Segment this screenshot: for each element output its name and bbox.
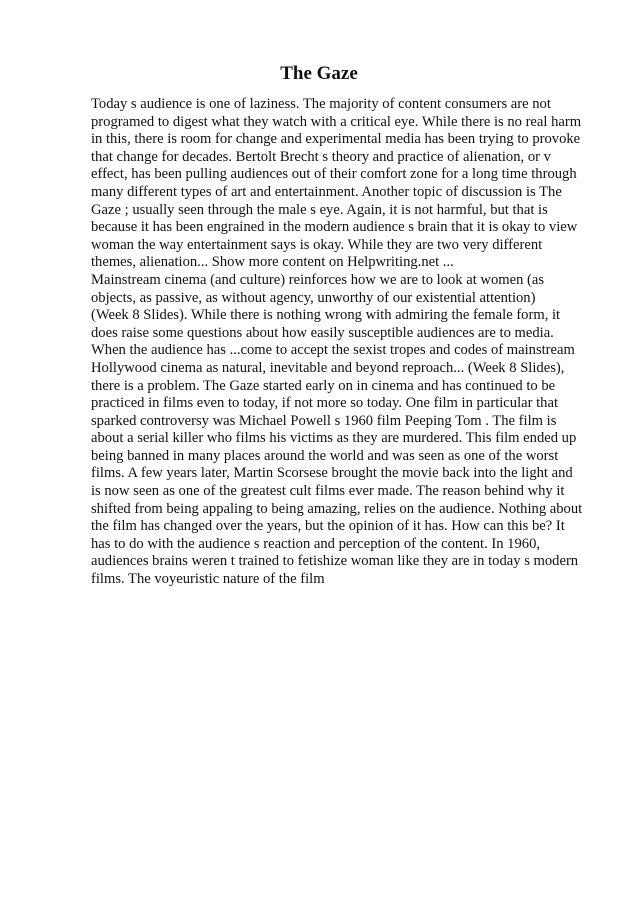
text-line: When the audience has ...come to accept the sexist tropes and codes of mainstream xyxy=(91,342,575,359)
text-line: Hollywood cinema as natural, inevitable and beyond reproach... (Week 8 Slides), xyxy=(91,359,565,376)
text-line: there is a problem. The Gaze started early on in cinema and has continued to be xyxy=(91,377,556,394)
text-line: has to do with the audience s reaction and perception of the content. In 1960, xyxy=(91,535,541,552)
text-line: Today s audience is one of laziness. The majority of content consumers are not xyxy=(91,96,551,112)
text-line: because it has been engrained in the modern audience s brain that it is okay to view xyxy=(91,219,578,236)
text-line: Gaze ; usually seen through the male s eye. Again, it is not harmful, but that is xyxy=(91,201,548,218)
text-line: themes, alienation... Show more content on Helpwriting.net ... xyxy=(91,254,454,271)
text-line: being banned in many places around the world and was seen as one of the worst xyxy=(91,447,559,464)
text-line: does raise some questions about how easily susceptible audiences are to media. xyxy=(91,324,554,341)
text-line: many different types of art and entertainment. Another topic of discussion is The xyxy=(91,183,562,200)
text-line: audiences brains weren t trained to fetishize woman like they are in today s modern xyxy=(91,553,579,570)
text-line: in this, there is room for change and experimental media has been trying to provoke xyxy=(91,131,581,148)
text-line: shifted from being appaling to being amazing, relies on the audience. Nothing about xyxy=(91,500,583,517)
text-line: (Week 8 Slides). While there is nothing wrong with admiring the female form, it xyxy=(91,307,561,324)
text-line: woman the way entertainment says is okay. While they are two very different xyxy=(91,236,543,253)
page-title: The Gaze xyxy=(280,63,358,84)
text-line: effect, has been pulling audiences out of their comfort zone for a long time through xyxy=(91,166,577,183)
text-line: is now seen as one of the greatest cult films ever made. The reason behind why it xyxy=(91,483,565,500)
text-line: sparked controversy was Michael Powell s 1960 film Peeping Tom . The film is xyxy=(91,412,557,429)
text-line: films. The voyeuristic nature of the film xyxy=(91,571,325,588)
text-line: programed to digest what they watch with a critical eye. While there is no real harm xyxy=(91,113,582,130)
text-line: practiced in films even to today, if not more so today. One film in particular that xyxy=(91,395,558,412)
text-line: about a serial killer who films his victims as they are murdered. This film ended up xyxy=(91,430,577,447)
text-line: that change for decades. Bertolt Brecht s theory and practice of alienation, or v xyxy=(91,148,551,165)
text-line: objects, as passive, as without agency, unworthy of our existential attention) xyxy=(91,289,536,306)
text-line: Mainstream cinema (and culture) reinforces how we are to look at women (as xyxy=(91,271,545,288)
document-body xyxy=(91,96,583,589)
text-line: films. A few years later, Martin Scorsese brought the movie back into the light and xyxy=(91,465,573,482)
text-line: the film has changed over the years, but the opinion of it has. How can this be? It xyxy=(91,518,565,535)
